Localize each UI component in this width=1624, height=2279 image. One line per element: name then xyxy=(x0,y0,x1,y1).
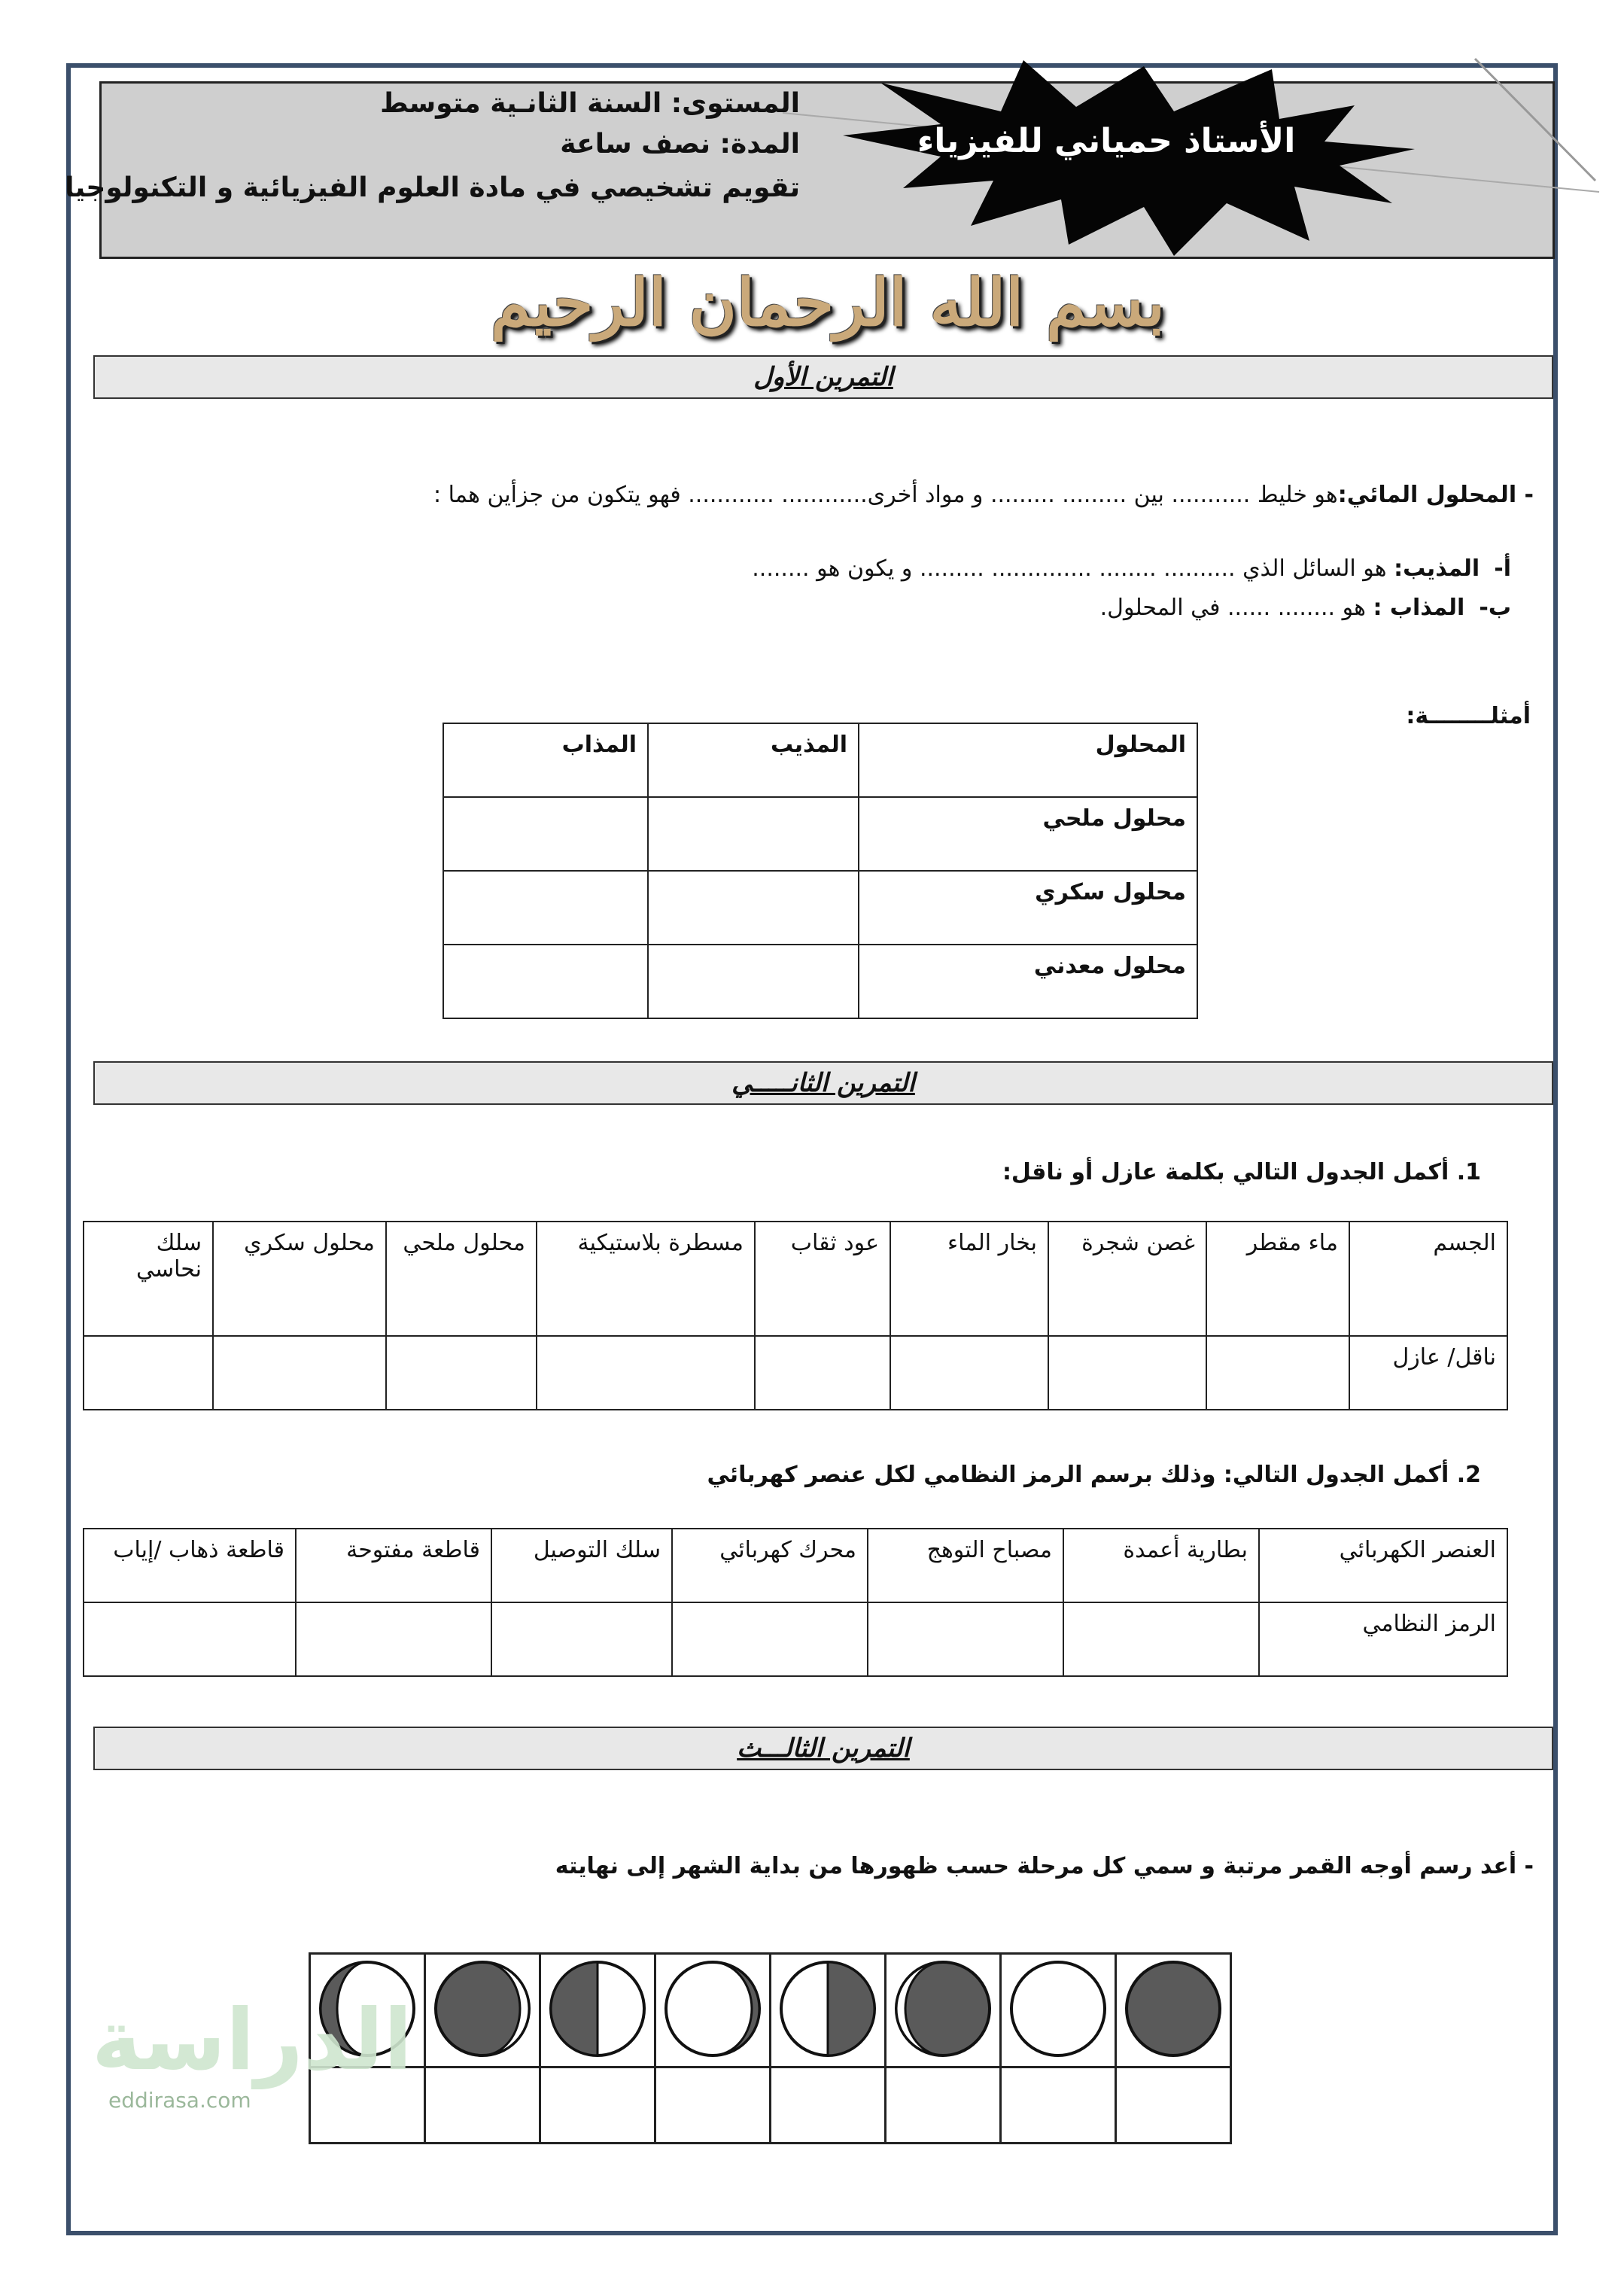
moon-phase-cell xyxy=(655,1954,771,2068)
row-label-cell: محلول ملحي xyxy=(859,797,1197,871)
answer-cell[interactable] xyxy=(84,1336,213,1410)
header-cell: غصن شجرة xyxy=(1048,1222,1206,1336)
header-cell: مصباح التوهج xyxy=(868,1529,1063,1602)
teacher-name: الأستاذ حمياني للفيزياء xyxy=(917,122,1296,160)
answer-cell[interactable] xyxy=(213,1336,386,1410)
table-row xyxy=(84,1222,1507,1336)
header-cell: سلك نحاسي xyxy=(84,1222,213,1336)
moon-phase-cell xyxy=(771,1954,886,2068)
table-row xyxy=(443,797,1197,871)
answer-cell[interactable] xyxy=(296,1602,491,1676)
solvent-prefix: أ- xyxy=(1494,555,1511,582)
exercise2-question2: 2. أكمل الجدول التالي: وذلك برسم الرمز النظامي لكل عنصر كهربائي xyxy=(707,1462,1481,1488)
solution-definition xyxy=(433,482,1534,508)
header-cell: بطارية أعمدة xyxy=(1063,1529,1259,1602)
starburst-badge xyxy=(753,53,1603,271)
exercise2-title-bar xyxy=(93,1061,1553,1105)
solvent-line xyxy=(752,555,1511,582)
answer-cell[interactable] xyxy=(443,797,648,871)
waxing-crescent-dark-moon-icon xyxy=(430,1956,535,2061)
row-label-cell: محلول سكري xyxy=(859,871,1197,945)
header-cell: المذيب xyxy=(648,723,859,797)
header-cell: محرك كهربائي xyxy=(672,1529,868,1602)
phase-name-cell[interactable] xyxy=(771,2068,886,2144)
exercise2-question1: 1. أكمل الجدول التالي بكلمة عازل أو ناقل: xyxy=(1002,1159,1481,1185)
answer-cell[interactable] xyxy=(1063,1602,1259,1676)
moon-phase-cell xyxy=(886,1954,1001,2068)
table-row xyxy=(84,1336,1507,1410)
phase-name-cell[interactable] xyxy=(886,2068,1001,2144)
solute-prefix: ب- xyxy=(1479,595,1511,621)
solution-definition-label: - المحلول المائي: xyxy=(1337,482,1534,508)
first-quarter-moon-icon xyxy=(775,1956,880,2061)
header-cell: العنصر الكهربائي xyxy=(1259,1529,1507,1602)
solvent-text: هو السائل الذي .......... ........ .............. ......... و يكون هو ........ xyxy=(752,555,1387,582)
exercise3-title-bar xyxy=(93,1727,1553,1770)
table-row xyxy=(443,871,1197,945)
answer-cell[interactable] xyxy=(443,871,648,945)
moon-phase-cell xyxy=(540,1954,655,2068)
answer-cell[interactable] xyxy=(443,945,648,1018)
phase-name-cell[interactable] xyxy=(1001,2068,1116,2144)
phase-name-cell[interactable] xyxy=(540,2068,655,2144)
solute-label: المذاب : xyxy=(1373,595,1465,621)
table-row xyxy=(443,945,1197,1018)
header-cell: محلول سكري xyxy=(213,1222,386,1336)
header-cell: ماء مقطر xyxy=(1206,1222,1349,1336)
bismillah-calligraphy: بسم الله الرحمان الرحيم xyxy=(490,265,1166,341)
exercise1-title: التمرين الأول xyxy=(753,362,893,392)
electrical-symbols-table xyxy=(83,1528,1508,1677)
header-cell: عود ثقاب xyxy=(755,1222,890,1336)
exercise2-title: التمرين الثانـــــي xyxy=(731,1068,915,1098)
answer-cell[interactable] xyxy=(1048,1336,1206,1410)
new-moon-icon xyxy=(1121,1956,1226,2061)
header-cell: محلول ملحي xyxy=(386,1222,537,1336)
full-moon-icon xyxy=(1005,1956,1111,2061)
duration-text: المدة: نصف ساعة xyxy=(560,129,800,160)
answer-cell[interactable] xyxy=(1206,1336,1349,1410)
waning-gibbous-moon-icon xyxy=(890,1956,996,2061)
table-row xyxy=(443,723,1197,797)
header-cell: قاطعة مفتوحة xyxy=(296,1529,491,1602)
moon-phase-cell xyxy=(425,1954,540,2068)
answer-cell[interactable] xyxy=(868,1602,1063,1676)
conductor-insulator-table xyxy=(83,1221,1508,1410)
answer-cell[interactable] xyxy=(648,945,859,1018)
answer-cell[interactable] xyxy=(755,1336,890,1410)
level-text: المستوى: السنة الثانـية متوسط xyxy=(380,88,800,119)
table-row xyxy=(84,1529,1507,1602)
table-row xyxy=(84,1602,1507,1676)
answer-cell[interactable] xyxy=(84,1602,296,1676)
answer-cell[interactable] xyxy=(386,1336,537,1410)
header-cell: سلك التوصيل xyxy=(491,1529,672,1602)
table-row xyxy=(310,2068,1231,2144)
moon-phases-table xyxy=(309,1952,1232,2144)
solution-definition-text: هو خليط ........... بين ......... ......... و مواد أخرى............ ............ فهو يتكون من جزأين هما : xyxy=(433,482,1338,508)
solutions-table xyxy=(442,723,1198,1019)
phase-name-cell[interactable] xyxy=(1116,2068,1231,2144)
header-cell: المذاب xyxy=(443,723,648,797)
eddirasa-watermark-logo: الدراسة xyxy=(91,1991,412,2089)
subject-text: تقويم تشخيصي في مادة العلوم الفيزيائية و التكنولوجيا xyxy=(65,172,800,203)
answer-cell[interactable] xyxy=(648,797,859,871)
row-label-cell: الرمز النظامي xyxy=(1259,1602,1507,1676)
row-label-cell: محلول معدني xyxy=(859,945,1197,1018)
moon-phase-cell xyxy=(1001,1954,1116,2068)
phase-name-cell[interactable] xyxy=(425,2068,540,2144)
answer-cell[interactable] xyxy=(648,871,859,945)
header-cell: بخار الماء xyxy=(890,1222,1048,1336)
answer-cell[interactable] xyxy=(537,1336,755,1410)
answer-cell[interactable] xyxy=(491,1602,672,1676)
solvent-label: المذيب: xyxy=(1394,555,1480,582)
exercise3-question: - أعد رسم أوجه القمر مرتبة و سمي كل مرحلة حسب ظهورها من بداية الشهر إلى نهايته xyxy=(555,1853,1534,1879)
row-label-cell: ناقل/ عازل xyxy=(1349,1336,1507,1410)
exercise3-title: التمرين الثالـــث xyxy=(737,1733,910,1763)
phase-name-cell[interactable] xyxy=(655,2068,771,2144)
exercise1-title-bar xyxy=(93,355,1553,399)
answer-cell[interactable] xyxy=(890,1336,1048,1410)
answer-cell[interactable] xyxy=(672,1602,868,1676)
table-row xyxy=(310,1954,1231,2068)
solute-line xyxy=(1100,595,1511,621)
header-cell: مسطرة بلاستيكية xyxy=(537,1222,755,1336)
header-cell: المحلول xyxy=(859,723,1197,797)
solute-text: هو ........ ...... في المحلول. xyxy=(1099,595,1366,621)
waxing-gibbous-moon-icon xyxy=(660,1956,765,2061)
eddirasa-watermark-url: eddirasa.com xyxy=(108,2088,251,2113)
moon-phase-cell xyxy=(1116,1954,1231,2068)
header-cell: الجسم xyxy=(1349,1222,1507,1336)
last-quarter-moon-icon xyxy=(545,1956,650,2061)
examples-label: أمثلــــــــة: xyxy=(1406,703,1531,729)
header-cell: قاطعة ذهاب /إياب xyxy=(84,1529,296,1602)
